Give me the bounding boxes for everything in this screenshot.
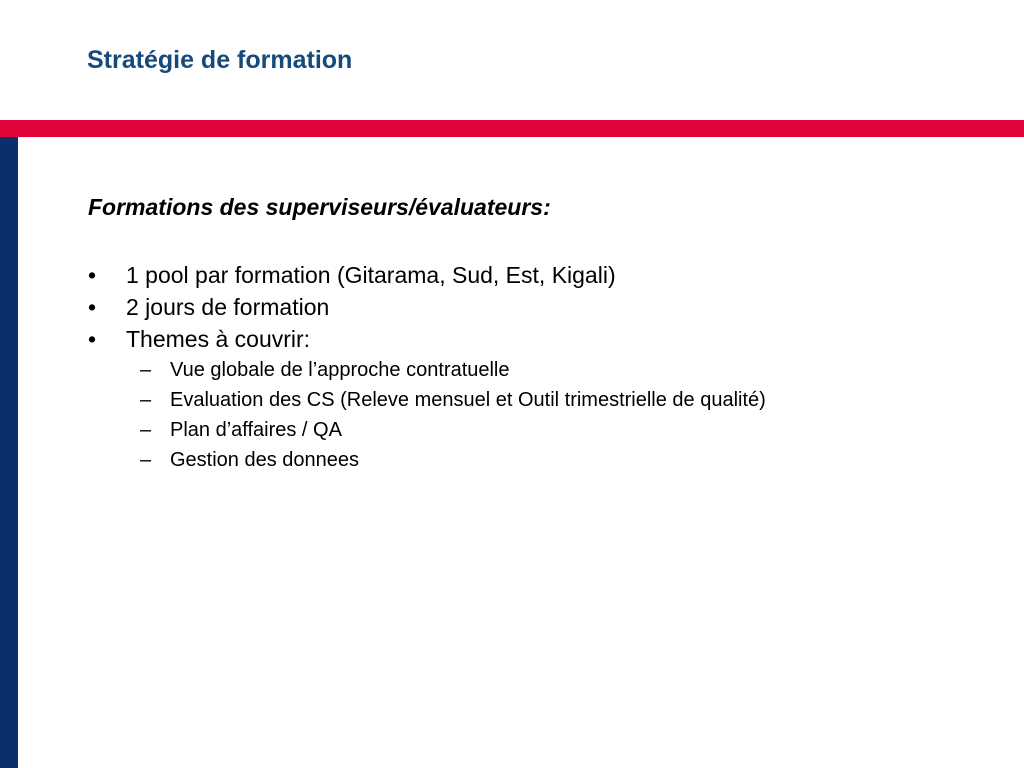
sub-bullet-text: Plan d’affaires / QA	[170, 419, 342, 441]
dash-glyph: –	[140, 389, 152, 411]
bullet-text: 2 jours de formation	[126, 294, 330, 320]
sub-bullet-item	[88, 355, 988, 385]
bullet-text: Themes à couvrir:	[126, 326, 311, 352]
section-heading: Formations des superviseurs/évaluateurs:	[88, 194, 551, 220]
sub-bullet-text: Gestion des donnees	[170, 449, 360, 471]
dash-glyph: –	[140, 449, 152, 471]
header-red-bar	[0, 120, 1024, 137]
bullet-item	[88, 259, 988, 291]
slide-content	[88, 191, 988, 475]
dash-glyph: –	[140, 359, 152, 381]
bullet-item	[88, 323, 988, 355]
sub-bullet-text: Evaluation des CS (Releve mensuel et Outil trimestrielle de qualité)	[170, 389, 766, 411]
sub-bullet-list	[88, 355, 988, 475]
bullet-item	[88, 291, 988, 323]
sub-bullet-item	[88, 415, 988, 445]
sub-bullet-item	[88, 385, 988, 415]
slide-title: Stratégie de formation	[87, 46, 353, 74]
bullet-glyph: •	[88, 262, 97, 288]
bullet-text: 1 pool par formation (Gitarama, Sud, Est, Kigali)	[126, 262, 616, 288]
bullet-glyph: •	[88, 326, 97, 352]
sub-bullet-text: Vue globale de l’approche contratuelle	[170, 359, 510, 381]
bullet-list	[88, 259, 988, 355]
sub-bullet-item	[88, 445, 988, 475]
bullet-glyph: •	[88, 294, 97, 320]
left-blue-bar	[0, 137, 18, 768]
dash-glyph: –	[140, 419, 152, 441]
spacer	[88, 223, 988, 259]
